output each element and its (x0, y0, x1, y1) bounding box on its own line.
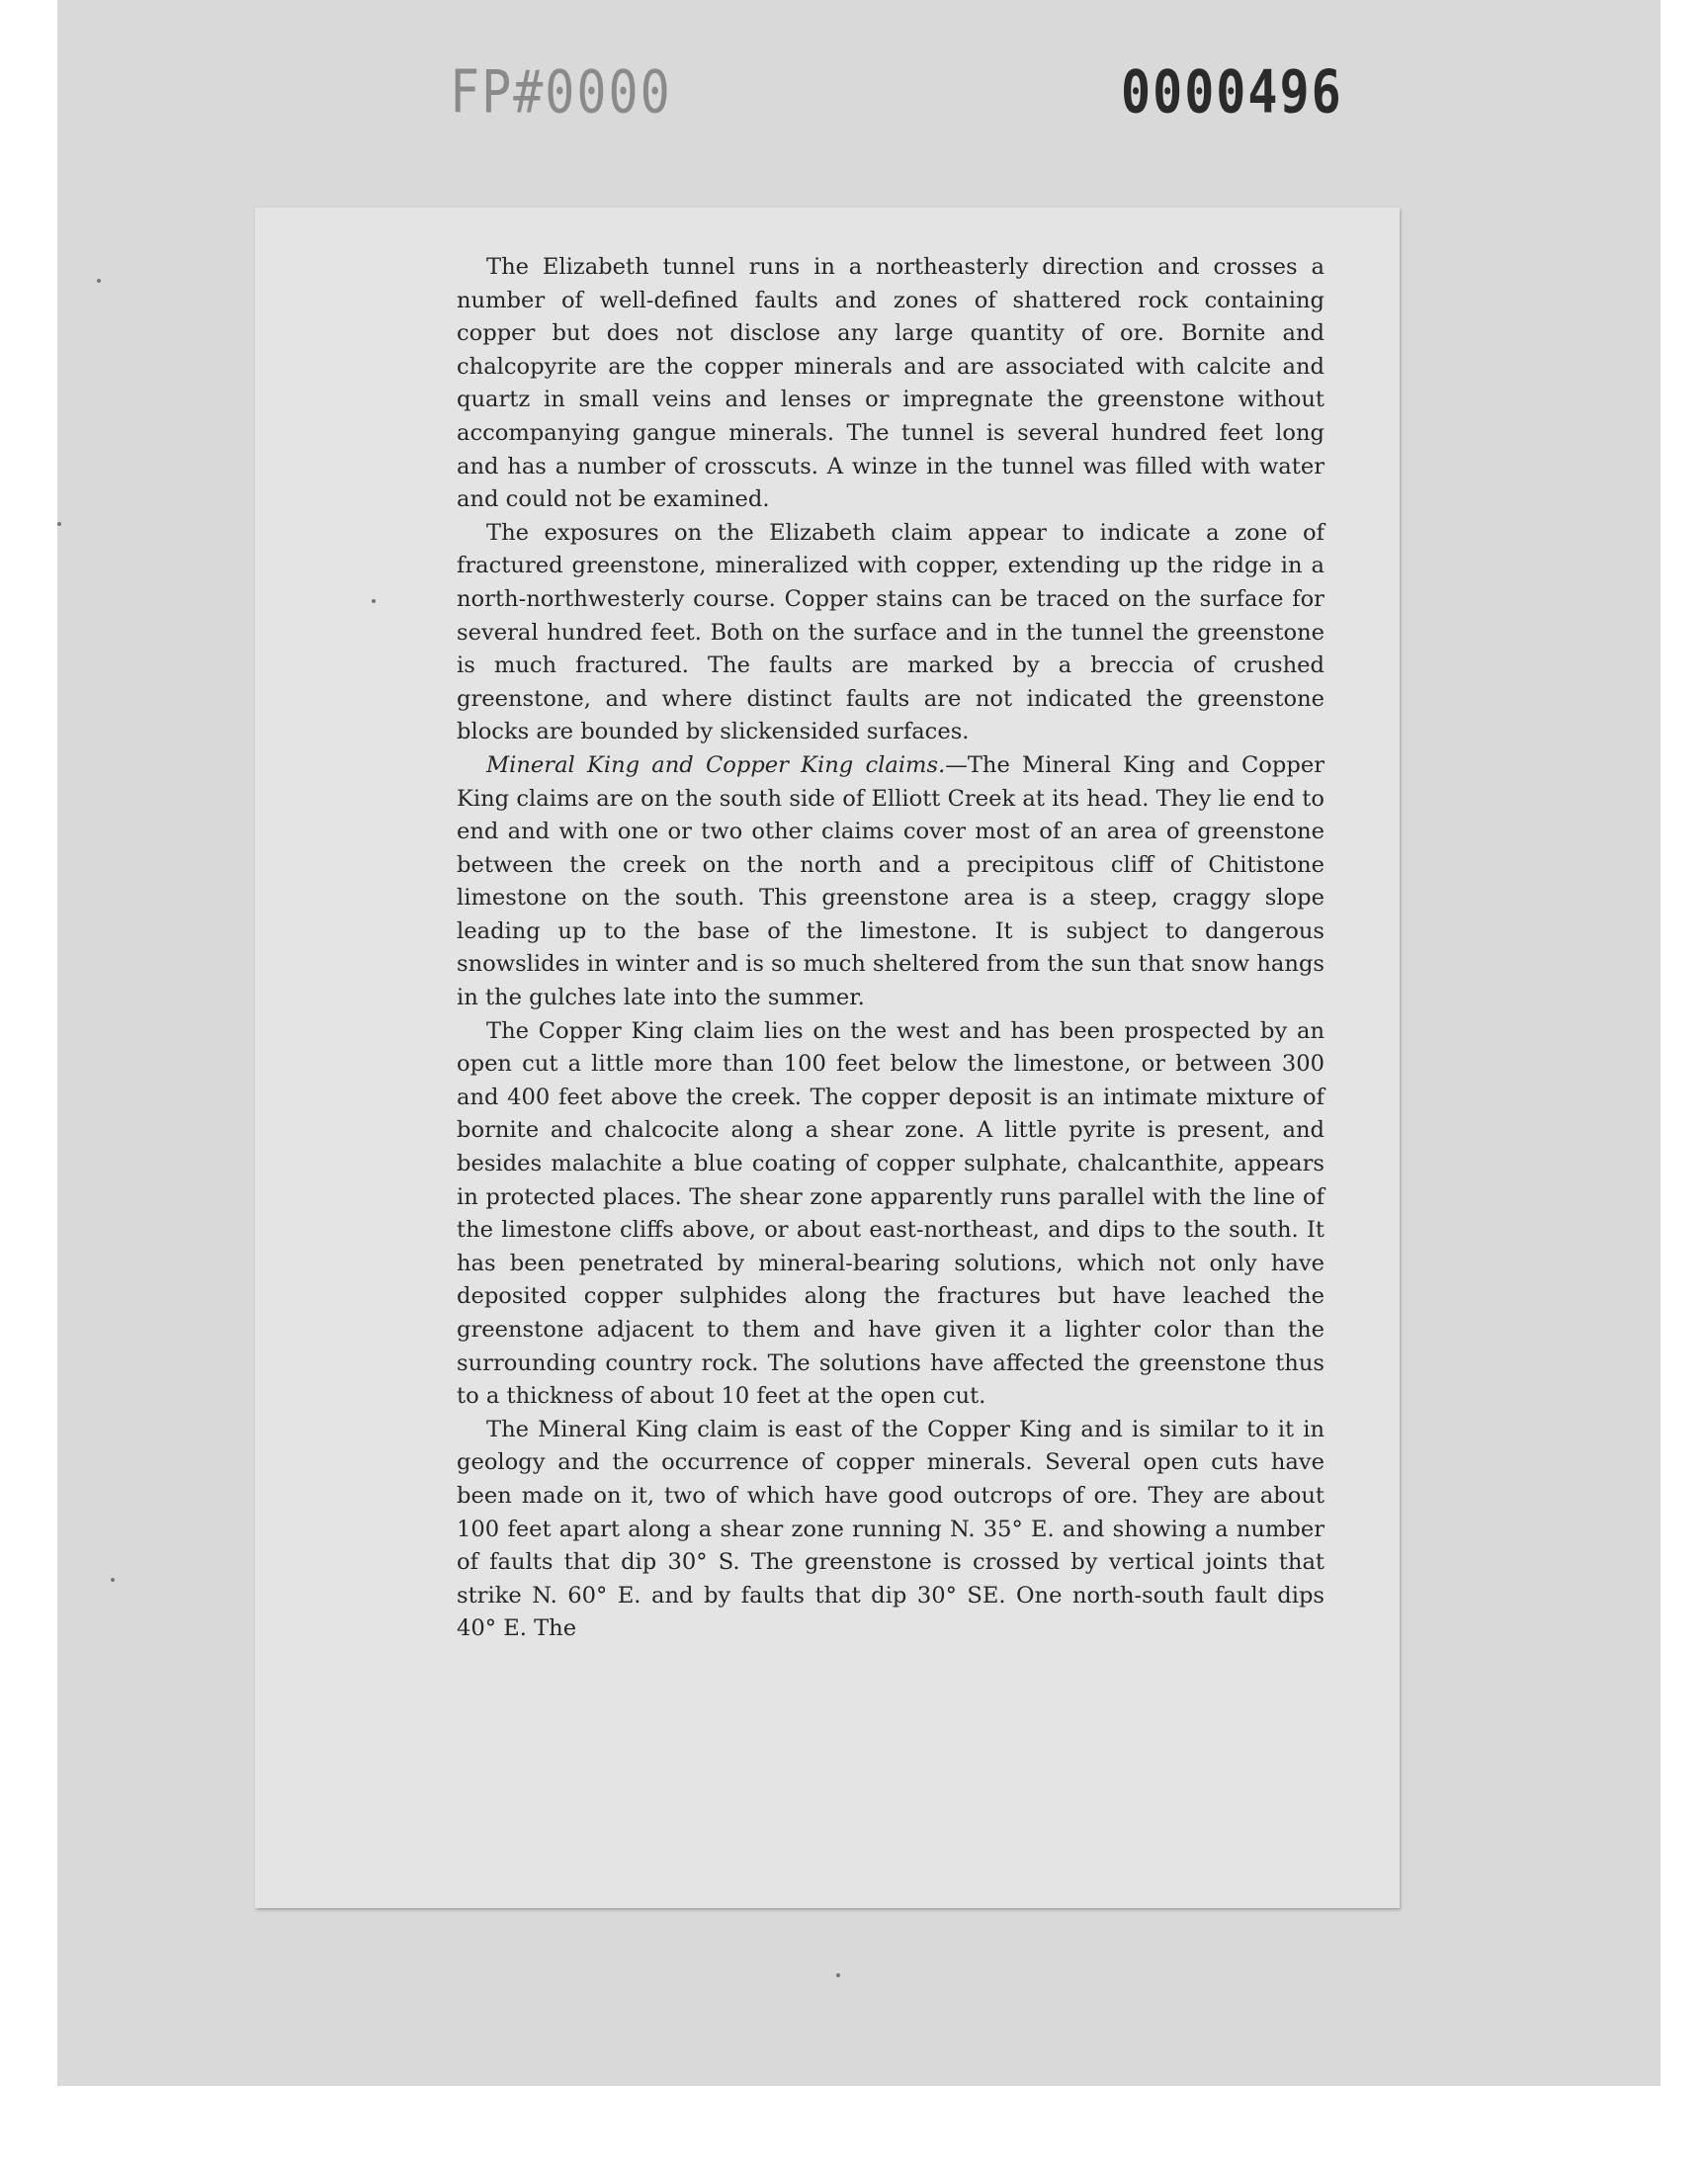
file-stamp: FP#0000 (450, 57, 672, 127)
dust-speck (836, 1973, 840, 1977)
dust-speck (57, 522, 61, 526)
document-body (457, 251, 1324, 1646)
dust-speck (372, 599, 376, 603)
dust-speck (97, 279, 101, 283)
paragraph: The Elizabeth tunnel runs in a northeasterly direction and crosses a number of well-defined faults and zones of shattered rock containing copper but does not disclose any large quantity of ore. Bornite and chalcopyrite are the copper minerals and are associated with calcite and quartz in small veins and lenses or impregnate the greenstone without accompanying gangue minerals. The tunnel is several hundred feet long and has a number of crosscuts. A winze in the tunnel was filled with water and could not be examined. (457, 254, 1324, 513)
paragraph: The Mineral King claim is east of the Copper King and is similar to it in geology and the occurrence of copper minerals. Several open cuts have been made on it, two of which have good outcrops of ore. They are about 100 feet apart along a shear zone running N. 35° E. and showing a number of faults that dip 30° S. The greenstone is crossed by vertical joints that strike N. 60° E. and by faults that dip 30° SE. One north-south fault dips 40° E. The (457, 1416, 1324, 1642)
section-heading: Mineral King and Copper King claims. (486, 751, 946, 778)
paragraph-text: —The Mineral King and Copper King claims are on the south side of Elliott Creek at its head. They lie end to end and with one or two other claims cover most of an area of greenstone between the creek on the north and a precipitous cliff of Chitistone limestone on the south. This greenstone area is a steep, craggy slope leading up to the base of the limestone. It is subject to dangerous snowslides in winter and is so much sheltered from the sun that snow hangs in the gulches late into the summer. (457, 751, 1324, 1011)
page-number-stamp: 0000496 (1121, 57, 1343, 127)
dust-speck (111, 1578, 115, 1582)
paragraph (457, 749, 1324, 1015)
paragraph: The Copper King claim lies on the west and has been prospected by an open cut a little more than 100 feet below the limestone, or between 300 and 400 feet above the creek. The copper deposit is an intimate mixture of bornite and chalcocite along a shear zone. A little pyrite is present, and besides malachite a blue coating of copper sulphate, chalcanthite, appears in protected places. The shear zone apparently runs parallel with the line of the limestone cliffs above, or about east-northeast, and dips to the south. It has been penetrated by mineral-bearing solutions, which not only have deposited copper sulphides along the fractures but have leached the greenstone adjacent to them and have given it a lighter color than the surrounding country rock. The solutions have affected the greenstone thus to a thickness of about 10 feet at the open cut. (457, 1017, 1324, 1410)
paragraph: The exposures on the Elizabeth claim appear to indicate a zone of fractured greenstone, mineralized with copper, extending up the ridge in a north-northwesterly course. Copper stains can be traced on the surface for several hundred feet. Both on the surface and in the tunnel the greenstone is much fractured. The faults are marked by a breccia of crushed greenstone, and where distinct faults are not indicated the greenstone blocks are bounded by slickensided surfaces. (457, 519, 1324, 745)
